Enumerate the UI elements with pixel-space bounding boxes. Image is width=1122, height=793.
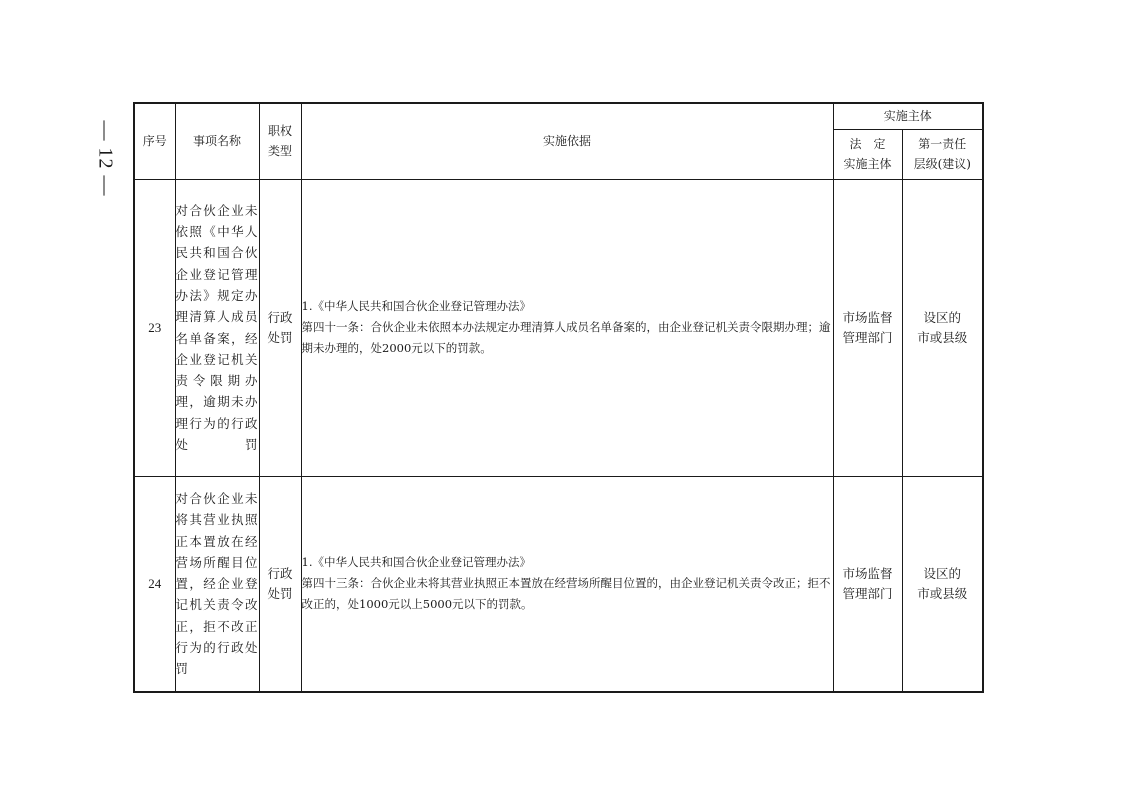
row-item-name: 对合伙企业未将其营业执照正本置放在经营场所醒目位置，经企业登记机关责令改正，拒不改正行为的行政处罚 <box>175 476 259 692</box>
table-header <box>134 103 983 179</box>
basis-title: 1.《中华人民共和国合伙企业登记管理办法》 <box>301 299 531 313</box>
row-basis <box>301 476 833 692</box>
row-seq: 24 <box>134 476 175 692</box>
row-first-level: 设区的 市或县级 <box>902 179 983 476</box>
row-power-type: 行政 处罚 <box>259 179 301 476</box>
table-row <box>134 179 983 476</box>
header-basis: 实施依据 <box>301 103 833 179</box>
row-basis <box>301 179 833 476</box>
header-first-level: 第一责任 层级(建议) <box>902 129 983 179</box>
basis-title: 1.《中华人民共和国合伙企业登记管理办法》 <box>301 555 531 570</box>
basis-body: 第四十一条：合伙企业未依照本办法规定办理清算人成员名单备案的，由企业登记机关责令限期办理；逾期未办理的，处2000元以下的罚款。 <box>301 320 831 355</box>
row-legal-subject: 市场监督 管理部门 <box>833 179 902 476</box>
header-power-type: 职权 类型 <box>259 103 301 179</box>
row-power-type: 行政 处罚 <box>259 476 301 692</box>
enforcement-items-table <box>133 102 984 693</box>
row-seq: 23 <box>134 179 175 476</box>
page-number: — 12 — <box>94 120 117 196</box>
table-row <box>134 476 983 692</box>
header-subject-group: 实施主体 <box>833 103 983 129</box>
header-seq: 序号 <box>134 103 175 179</box>
row-item-name: 对合伙企业未依照《中华人民共和国合伙企业登记管理办法》规定办理清算人成员名单备案，经企业登记机关责令限期办理，逾期未办理行为的行政处罚 <box>175 179 259 476</box>
header-item-name: 事项名称 <box>175 103 259 179</box>
basis-body: 第四十三条：合伙企业未将其营业执照正本置放在经营场所醒目位置的，由企业登记机关责令改正；拒不改正的，处1000元以上5000元以下的罚款。 <box>301 576 831 612</box>
row-first-level: 设区的 市或县级 <box>902 476 983 692</box>
row-legal-subject: 市场监督 管理部门 <box>833 476 902 692</box>
header-legal-subject: 法 定 实施主体 <box>833 129 902 179</box>
